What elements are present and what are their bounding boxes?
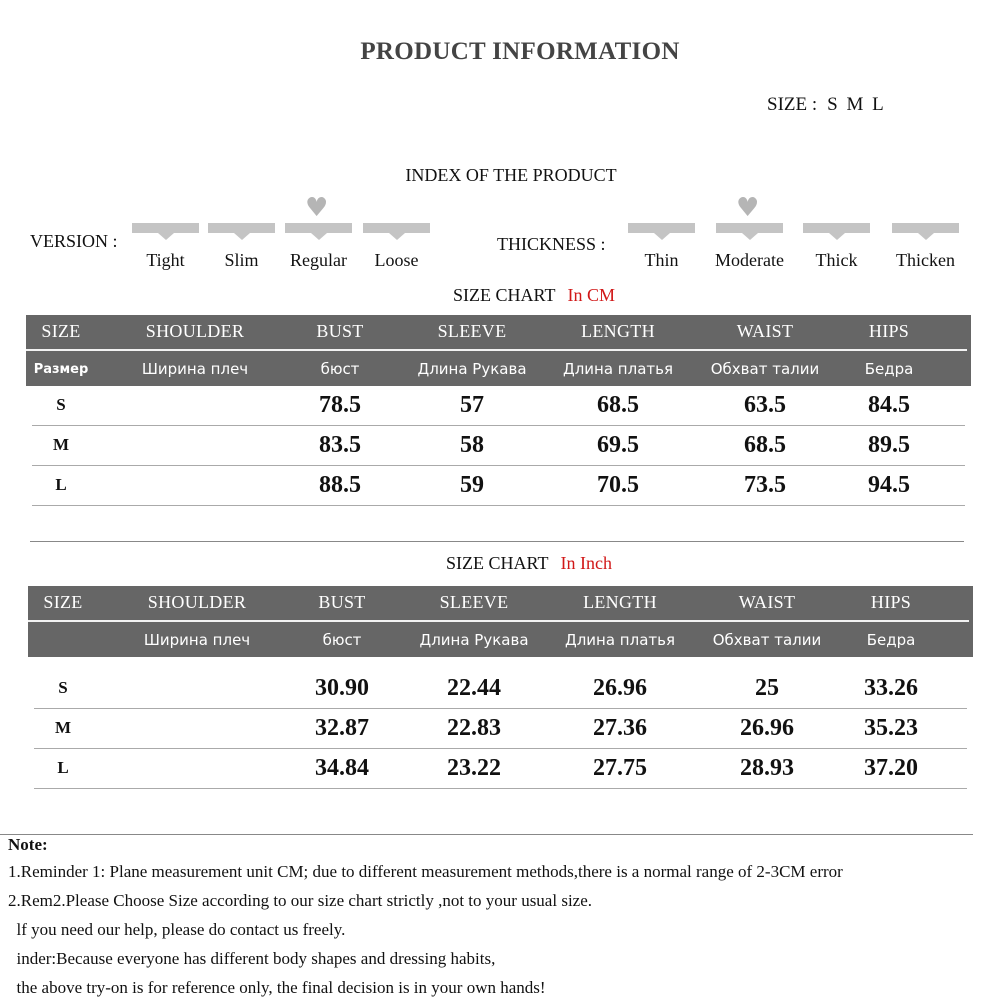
header-cell: BUST [318,592,366,612]
size-chart-inch-table [28,586,973,796]
table-row [34,708,967,749]
header-cell: HIPS [870,592,912,612]
table-header-ru [26,352,971,386]
value-cell: 58 [460,431,484,458]
index-option-label: Regular [290,250,347,270]
header-cell-ru: Ширина плеч [143,631,251,649]
notes-divider [0,834,973,835]
value-cell: 32.87 [315,714,369,741]
index-option-label: Tight [146,250,185,270]
size-availability [767,94,886,116]
value-cell: 27.36 [593,714,647,741]
value-cell: 68.5 [744,431,786,458]
index-pointer [158,233,174,240]
thickness-label: THICKNESS : [497,234,606,254]
value-cell: 28.93 [740,754,794,781]
note-line: inder:Because everyone has different body shapes and dressing habits, [8,949,496,968]
header-cell-ru: Длина платья [564,631,675,649]
size-chart-cm-table [26,315,971,505]
header-cell-ru: Бедра [864,360,914,378]
index-bar [803,223,870,233]
note-line: 2.Rem2.Please Choose Size according to our size chart strictly ,not to your usual size. [8,891,593,910]
size-cell: L [57,758,69,777]
value-cell [122,708,272,748]
value-cell: 70.5 [597,471,639,498]
size-values: S M L [827,94,886,115]
header-cell-ru: Длина Рукава [419,631,529,649]
header-cell-ru: бюст [320,360,360,378]
index-option-label: Thicken [896,250,955,270]
value-cell: 88.5 [319,471,361,498]
value-cell [122,668,272,708]
index-bar [628,223,695,233]
header-cell-ru: Ширина плеч [141,360,249,378]
value-cell: 33.26 [864,674,918,701]
index-pointer [918,233,934,240]
table-row [32,425,965,466]
index-pointer [389,233,405,240]
header-cell-ru: Обхват талии [710,360,820,378]
header-separator-line [28,620,969,622]
header-cell: LENGTH [581,321,655,341]
value-cell: 34.84 [315,754,369,781]
index-bar [285,223,352,233]
table-row [34,748,967,789]
value-cell [120,385,270,425]
table-row [32,465,965,506]
header-cell-ru: Бедра [866,631,916,649]
index-bar [132,223,199,233]
header-separator-line [26,349,967,351]
note-title: Note: [8,835,48,854]
table-row [34,668,967,709]
header-cell-ru: Обхват талии [712,631,822,649]
size-cell: L [55,475,67,494]
index-pointer [654,233,670,240]
header-cell: SLEEVE [439,592,509,612]
index-pointer [311,233,327,240]
index-option-label: Thick [815,250,858,270]
header-cell: SIZE [43,592,83,612]
index-pointer [829,233,845,240]
size-cell: S [56,395,66,414]
size-label: SIZE : [767,94,818,115]
chart-unit: In CM [567,285,615,305]
header-cell: SIZE [41,321,81,341]
size-cell: S [58,678,68,697]
index-bar [892,223,959,233]
chart-caption-text: SIZE CHART [453,285,556,305]
size-cell: M [54,718,72,737]
header-cell-ru: Длина платья [562,360,673,378]
header-cell: SLEEVE [437,321,507,341]
index-option-label: Thin [644,250,679,270]
index-option-label: Slim [224,250,259,270]
size-chart-inch-caption [0,553,1000,574]
header-cell-ru: Длина Рукава [417,360,527,378]
value-cell [120,465,270,505]
index-option-label: Moderate [715,250,784,270]
header-cell: WAIST [738,592,796,612]
value-cell: 63.5 [744,391,786,418]
index-title: INDEX OF THE PRODUCT [405,165,617,185]
value-cell: 25 [755,674,779,701]
value-cell: 69.5 [597,431,639,458]
header-cell: LENGTH [583,592,657,612]
chart-caption-text: SIZE CHART [446,553,549,573]
heart-icon: ♥ [305,193,329,223]
note-line: lf you need our help, please do contact us freely. [8,920,346,939]
section-divider [30,541,964,542]
index-pointer [742,233,758,240]
note-line: 1.Reminder 1: Plane measurement unit CM; due to different measurement methods,there is a normal range of 2-3CM error [8,862,843,881]
value-cell: 35.23 [864,714,918,741]
header-cell: BUST [316,321,364,341]
value-cell: 59 [460,471,484,498]
table-header-ru [28,623,973,657]
table-header-en [28,586,973,619]
index-option-label: Loose [374,250,419,270]
page-title: PRODUCT INFORMATION [360,38,680,65]
table-row [32,385,965,426]
header-cell-ru: Размер [33,361,89,377]
index-bar [716,223,783,233]
chart-unit: In Inch [560,553,612,573]
header-cell: WAIST [736,321,794,341]
index-pointer [234,233,250,240]
value-cell: 94.5 [868,471,910,498]
value-cell: 22.83 [447,714,501,741]
index-bar [208,223,275,233]
header-cell: HIPS [868,321,910,341]
header-cell: SHOULDER [145,321,245,341]
value-cell: 57 [460,391,484,418]
value-cell: 84.5 [868,391,910,418]
value-cell: 78.5 [319,391,361,418]
value-cell [122,748,272,788]
value-cell: 68.5 [597,391,639,418]
index-bar [363,223,430,233]
header-cell-ru [18,623,108,657]
header-cell-ru: бюст [322,631,362,649]
version-label: VERSION : [30,231,118,251]
size-cell: M [52,435,70,454]
value-cell [120,425,270,465]
table-header-en [26,315,971,348]
value-cell: 22.44 [447,674,501,701]
value-cell: 30.90 [315,674,369,701]
size-chart-cm-caption [0,285,1000,306]
value-cell: 89.5 [868,431,910,458]
heart-icon: ♥ [736,193,760,223]
value-cell: 73.5 [744,471,786,498]
value-cell: 37.20 [864,754,918,781]
header-cell: SHOULDER [147,592,247,612]
value-cell: 83.5 [319,431,361,458]
note-line: the above try-on is for reference only, the final decision is in your own hands! [8,978,546,997]
value-cell: 27.75 [593,754,647,781]
value-cell: 26.96 [593,674,647,701]
value-cell: 26.96 [740,714,794,741]
value-cell: 23.22 [447,754,501,781]
